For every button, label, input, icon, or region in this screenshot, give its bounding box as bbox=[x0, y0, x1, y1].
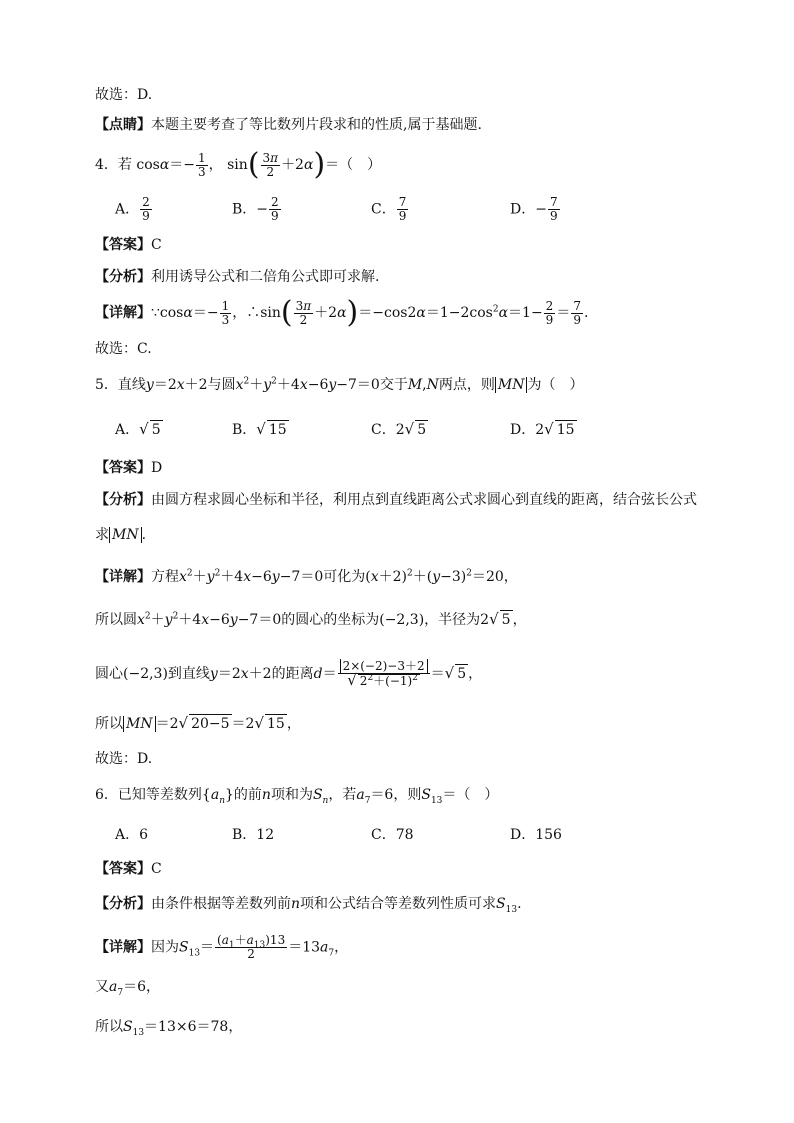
q5-option-d: D．2√ 15 bbox=[510, 420, 575, 438]
q6-analysis: 【分析】由条件根据等差数列前n项和公式结合等差数列性质可求$S_{13}$. bbox=[95, 896, 522, 915]
q6-answer: 【答案】C bbox=[95, 861, 162, 877]
q5-detail-1: 【详解】方程$x^2+y^2+4x-6y-7=0$可化为$(x+2)^2+(y-3)^2=20$， bbox=[95, 568, 518, 585]
q4-answer: 【答案】C bbox=[95, 237, 162, 253]
q5-detail-2: 所以圆$x^2+y^2+4x-6y-7=0$的圆心的坐标为(−2,3)，半径为2√ 5 ， bbox=[95, 610, 527, 628]
q4-option-a: A． $\frac{2}{9}$ bbox=[115, 195, 150, 223]
q4-detail: 【详解】∵cosα＝− $\frac{1}{3}$ ，∴sin( $\frac{3\pi}{2}$ $+2\alpha)=-\cos 2\alpha=1-2\cos^2\alpha=1-$ $\frac{2}{9}$ ＝ $\frac{7}{9}$ . bbox=[95, 295, 589, 330]
q4-option-d: D．− $\frac{7}{9}$ bbox=[510, 195, 558, 223]
q4-analysis: 【分析】利用诱导公式和二倍角公式即可求解. bbox=[95, 269, 380, 285]
q4-option-c: C． $\frac{7}{9}$ bbox=[371, 195, 407, 223]
prev-dianjing: 【点睛】本题主要考查了等比数列片段求和的性质,属于基础题. bbox=[95, 117, 482, 133]
q6-detail-2: 又$a_7=6$， bbox=[95, 979, 161, 998]
q5-analysis-2: 求 MN . bbox=[95, 527, 147, 543]
q5-detail-3: 圆心(−2,3)到直线y＝2x＋2的距离d＝ $\frac{2\times(-2)-3+2}{√ 2^2+(-1)^2}$ ＝√ 5 ， bbox=[95, 659, 483, 689]
q5-analysis-1: 【分析】由圆方程求圆心坐标和半径，利用点到直线距离公式求圆心到直线的距离，结合弦长公式 bbox=[95, 492, 697, 508]
q6-stem: 6．已知等差数列$\{a_n\}$的前n项和为$S_n$，若$a_7=6$，则$S_{13}=$（ ） bbox=[95, 787, 499, 806]
q6-option-b: B．12 bbox=[232, 827, 275, 843]
q5-option-c: C．2√ 5 bbox=[371, 420, 427, 438]
q6-option-a: A．6 bbox=[115, 827, 149, 843]
q4-stem: 4．若 cosα＝− $\frac{1}{3}$ ， sin( $\frac{3\pi}{2}$ ＋2α)＝（ ） bbox=[95, 147, 382, 182]
q6-detail-3: 所以$S_{13}=13\times 6=78$， bbox=[95, 1019, 243, 1038]
q6-option-c: C．78 bbox=[371, 827, 414, 843]
q5-choice: 故选：D. bbox=[95, 751, 153, 767]
q4-choice: 故选：C. bbox=[95, 341, 152, 357]
q6-option-d: D．156 bbox=[510, 827, 562, 843]
prev-choice: 故选：D. bbox=[95, 87, 153, 103]
q5-answer: 【答案】D bbox=[95, 460, 163, 476]
q5-option-b: B．√ 15 bbox=[232, 420, 287, 438]
q5-option-a: A．√ 5 bbox=[115, 420, 161, 438]
q5-detail-4: 所以 MN ＝2√ 20−5 ＝2√ 15 ， bbox=[95, 714, 301, 732]
q4-option-b: B．− $\frac{2}{9}$ bbox=[232, 195, 279, 223]
q5-stem: 5．直线y＝2x＋2与圆$x^2+y^2+4x-6y-7=0$交于M,N两点，则 MN 为（ ） bbox=[95, 376, 584, 393]
q6-detail-1: 【详解】因为$S_{13}=$ $\frac{(a_1+a_{13})13}{2}$ $=13a_7$， bbox=[95, 933, 349, 961]
